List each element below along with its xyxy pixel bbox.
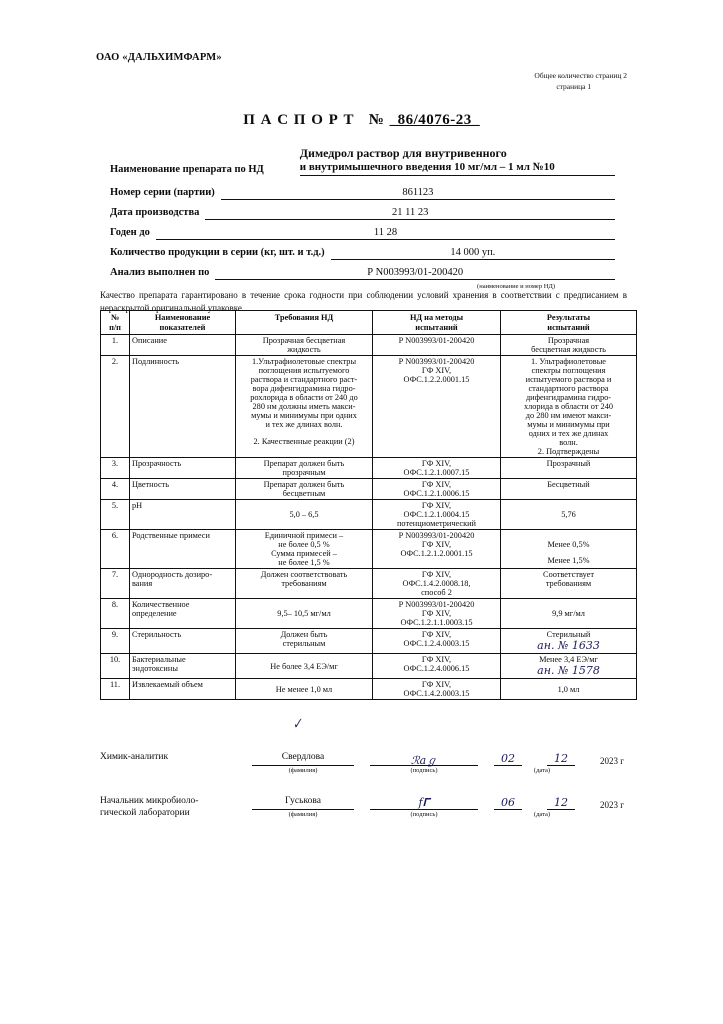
cell-methods: ГФ XIV, ОФС.1.2.4.0003.15 [373, 629, 501, 654]
cell-indicator: Однородность дозиро- вания [130, 569, 236, 599]
cell-indicator: Количественное определение [130, 599, 236, 629]
header-indicator-l2: показателей [159, 322, 206, 332]
header-num [101, 311, 130, 335]
total-pages: Общее количество страниц 2 [534, 71, 627, 80]
cell-results: 9,9 мг/мл [501, 599, 637, 629]
signature-block [100, 752, 625, 842]
table-row [101, 679, 637, 700]
field-label-production-date: Дата производства [110, 206, 200, 218]
header-methods-l1: НД на методы [409, 313, 464, 322]
cell-num: 8. [101, 599, 130, 629]
cell-results: Соответствует требованиям [501, 569, 637, 599]
signature-day-micro: 06 [494, 796, 522, 810]
cell-requirements: Должен соответствовать требованиям [236, 569, 373, 599]
handwritten-analysis-number: ан. № 1633 [537, 639, 600, 653]
header-results [501, 311, 637, 335]
cell-requirements: Препарат должен быть прозрачным [236, 458, 373, 479]
cell-indicator: Подлинность [130, 356, 236, 458]
field-value-quantity: 14 000 уп. [450, 246, 496, 258]
signature-name-chemist: Свердлова [281, 752, 325, 762]
field-value-analysis-doc: Р N003993/01-200420 [367, 266, 464, 278]
signature-name-field-chemist [252, 752, 354, 774]
table-row [101, 654, 637, 679]
cell-num: 3. [101, 458, 130, 479]
signature-sign-caption: (подпись) [410, 811, 438, 818]
field-value-drug-name [270, 146, 615, 176]
table-row [101, 356, 637, 458]
header-results-l1: Результаты [546, 313, 591, 322]
field-row-production-date [110, 203, 615, 220]
signature-month-micro: 12 [547, 796, 575, 810]
field-row-expiry-date [110, 223, 615, 240]
quality-guarantee-note: Качество препарата гарантировано в течение срока годности при соблюдении условий хранения в соответствии с предписанием в нераскрытой оригинальной упаковке. [100, 290, 627, 313]
cell-requirements: Не более 3,4 ЕЭ/мг [236, 654, 373, 679]
cell-indicator: Бактериальные эндотоксины [130, 654, 236, 679]
cell-results: 5,76 [501, 500, 637, 530]
cell-results: Прозрачная бесцветная жидкость [501, 335, 637, 356]
header-methods [373, 311, 501, 335]
title-word: П А С П О Р Т [243, 112, 355, 128]
field-row-batch-number [110, 183, 615, 200]
signature-sign-field-micro [370, 796, 478, 818]
field-value-expiry-date: 11 28 [373, 226, 398, 238]
header-requirements-l1: Требования НД [274, 313, 334, 322]
signature-mark: ℛ𝑎ℊ [410, 754, 438, 767]
field-row-drug-name [110, 146, 615, 177]
header-fields [110, 146, 615, 294]
cell-results: Стерильный ан. № 1633 [501, 629, 637, 654]
cell-requirements: 1.Ультрафиолетовые спектры поглощения испытуемого раствора и стандартного раст- вора дифенгидрамина гидро- рохлорида в области от 240 до 280 нм должны иметь макси- мумы и минимумы при одних и тех же длинах волн. 2. Качественные реакции (2) [236, 356, 373, 458]
header-num-l2: п/п [109, 322, 121, 332]
header-results-l2: испытаний [547, 322, 590, 332]
cell-num: 6. [101, 530, 130, 569]
field-label-expiry-date: Годен до [110, 226, 150, 238]
cell-results: Менее 0,5% Менее 1,5% [501, 530, 637, 569]
cell-num: 7. [101, 569, 130, 599]
drug-name-line2: и внутримышечного введения 10 мг/мл – 1 мл №10 [300, 161, 615, 176]
table-row [101, 599, 637, 629]
table-row [101, 629, 637, 654]
cell-methods: ГФ XIV, ОФС.1.4.2.0008.18, способ 2 [373, 569, 501, 599]
cell-indicator: Прозрачность [130, 458, 236, 479]
organization-name: ОАО «ДАЛЬХИМФАРМ» [96, 52, 222, 63]
current-page: страница 1 [556, 81, 592, 91]
cell-results: Прозрачный [501, 458, 637, 479]
signature-sign-caption: (подпись) [410, 767, 438, 774]
header-methods-l2: испытаний [415, 322, 458, 332]
handwritten-mark: ✓ [290, 715, 305, 734]
header-indicator [130, 311, 236, 335]
page-count-block [534, 71, 627, 93]
signature-name-micro: Гуськова [285, 796, 321, 806]
cell-num: 11. [101, 679, 130, 700]
signature-name-field-micro [252, 796, 354, 818]
header-indicator-l1: Наименование [154, 313, 211, 322]
cell-results: 1,0 мл [501, 679, 637, 700]
cell-indicator: Извлекаемый объем [130, 679, 236, 700]
signature-year-micro: 2023 г [600, 800, 624, 810]
signature-date-field-micro [494, 796, 624, 818]
cell-methods: ГФ XIV, ОФС.1.2.1.0006.15 [373, 479, 501, 500]
signature-role-chemist: Химик-аналитик [100, 752, 169, 762]
signature-day-chemist: 02 [494, 752, 522, 766]
field-label-quantity: Количество продукции в серии (кг, шт. и т.д.) [110, 246, 325, 258]
table-row [101, 335, 637, 356]
signature-date-field-chemist [494, 752, 624, 774]
cell-methods: Р N003993/01-200420 ГФ XIV, ОФС.1.2.1.1.0003.15 [373, 599, 501, 629]
cell-indicator: Цветность [130, 479, 236, 500]
signature-month-chemist: 12 [547, 752, 575, 766]
signature-name-caption: (фамилия) [288, 811, 318, 818]
cell-results: 1. Ультрафиолетовые спектры поглощения испытуемого раствора и стандартного раствора дифенгидрамина гидро- хлорида в области от 240 до 280 нм имеют макси- мумы и минимумы при одних и тех же длинах волн. 2. Подтверждены [501, 356, 637, 458]
results-table [100, 310, 637, 700]
field-row-analysis-doc [110, 263, 615, 290]
cell-methods: Р N003993/01-200420 [373, 335, 501, 356]
field-label-batch-number: Номер серии (партии) [110, 186, 215, 198]
drug-name-bold: Димедрол [299, 146, 354, 160]
signature-date-caption: (дата) [533, 811, 551, 818]
signature-row-microbiology-head [100, 796, 625, 820]
title-no-label: № [368, 112, 385, 128]
cell-methods: Р N003993/01-200420 ГФ XIV, ОФС.1.2.1.2.0001.15 [373, 530, 501, 569]
drug-name-rest: раствор для внутривенного [353, 146, 507, 160]
cell-methods: Р N003993/01-200420 ГФ XIV, ОФС.1.2.2.0001.15 [373, 356, 501, 458]
cell-methods: ГФ XIV, ОФС.1.2.1.0004.15 потенциометрический [373, 500, 501, 530]
cell-num: 4. [101, 479, 130, 500]
passport-number: _86/4076-23_ [389, 112, 480, 128]
cell-requirements: Прозрачная бесцветная жидкость [236, 335, 373, 356]
cell-methods: ГФ XIV, ОФС.1.4.2.0003.15 [373, 679, 501, 700]
cell-num: 1. [101, 335, 130, 356]
signature-sign-field-chemist [370, 752, 478, 774]
cell-results: Менее 3,4 ЕЭ/мг ан. № 1578 [501, 654, 637, 679]
cell-requirements: Должен быть стерильным [236, 629, 373, 654]
signature-mark: 𝑓𝚪 [418, 796, 430, 809]
table-row [101, 500, 637, 530]
header-requirements [236, 311, 373, 335]
cell-indicator: рН [130, 500, 236, 530]
table-row [101, 569, 637, 599]
signature-row-chemist [100, 752, 625, 774]
signature-name-caption: (фамилия) [288, 767, 318, 774]
cell-requirements: 5,0 – 6,5 [236, 500, 373, 530]
cell-requirements: Препарат должен быть бесцветным [236, 479, 373, 500]
cell-methods: ГФ XIV, ОФС.1.2.1.0007.15 [373, 458, 501, 479]
cell-methods: ГФ XIV, ОФС.1.2.4.0006.15 [373, 654, 501, 679]
cell-indicator: Стерильность [130, 629, 236, 654]
field-caption-analysis-doc: (наименование и номер НД) [477, 282, 555, 290]
field-label-drug-name: Наименование препарата по НД [110, 163, 264, 175]
cell-indicator: Родственные примеси [130, 530, 236, 569]
signature-date-caption: (дата) [533, 767, 551, 774]
field-label-analysis-doc: Анализ выполнен по [110, 266, 210, 278]
signature-role-microbiology-head: Начальник микробиоло- гической лаборатории [100, 796, 199, 818]
table-row [101, 458, 637, 479]
field-value-batch-number: 861123 [402, 186, 434, 198]
table-row [101, 530, 637, 569]
page-title [0, 112, 723, 129]
cell-num: 10. [101, 654, 130, 679]
cell-requirements: 9,5– 10,5 мг/мл [236, 599, 373, 629]
cell-num: 9. [101, 629, 130, 654]
field-row-quantity [110, 243, 615, 260]
table-header-row [101, 311, 637, 335]
cell-results: Бесцветный [501, 479, 637, 500]
table-row [101, 479, 637, 500]
signature-year-chemist: 2023 г [600, 756, 624, 766]
handwritten-analysis-number: ан. № 1578 [537, 664, 600, 678]
header-num-l1: № [110, 313, 120, 322]
cell-requirements: Не менее 1,0 мл [236, 679, 373, 700]
field-value-production-date: 21 11 23 [392, 206, 429, 218]
cell-num: 2. [101, 356, 130, 458]
cell-requirements: Единичной примеси – не более 0,5 % Сумма примесей – не более 1,5 % [236, 530, 373, 569]
cell-indicator: Описание [130, 335, 236, 356]
cell-num: 5. [101, 500, 130, 530]
